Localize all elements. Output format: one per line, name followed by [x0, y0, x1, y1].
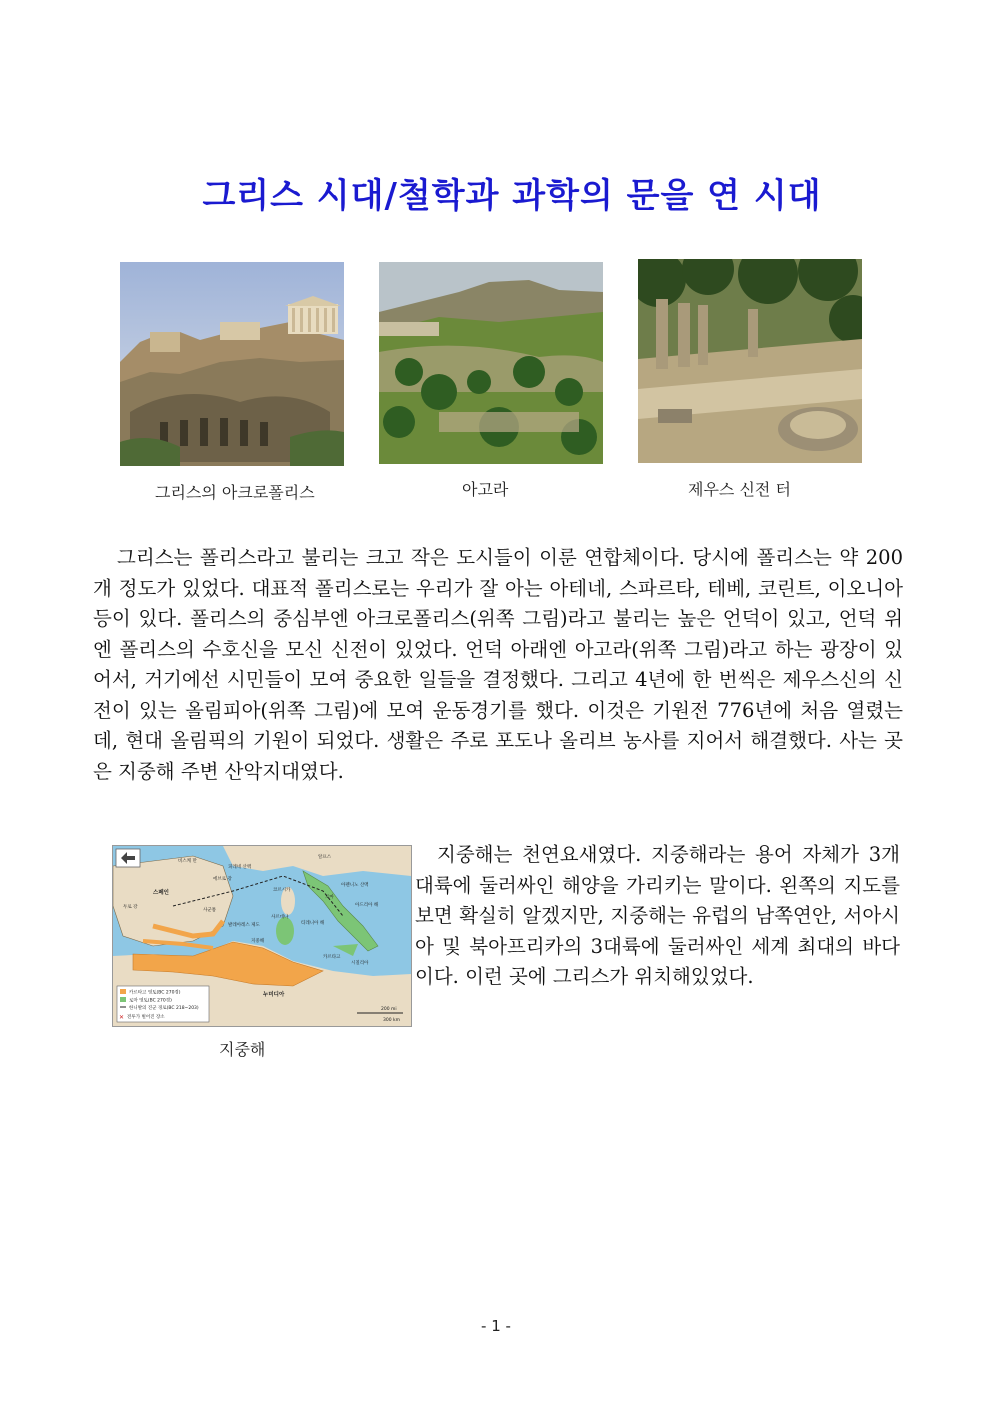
svg-text:✕: ✕ — [119, 1014, 125, 1021]
map-label: 피레네 산맥 — [228, 865, 252, 870]
map-legend-battle: 전투가 벌어진 장소 — [127, 1015, 165, 1020]
map-label: 지중해 — [251, 939, 265, 944]
map-label: 알프스 — [318, 855, 332, 860]
map-label: 코르시카 — [273, 888, 291, 893]
page-number: - 1 - — [481, 1317, 511, 1335]
map-label: 에브로 강 — [213, 877, 232, 882]
map-label: 발레아레스 제도 — [228, 923, 260, 928]
page-title: 그리스 시대/철학과 과학의 문을 연 시대 — [202, 176, 822, 216]
side-paragraph: 지중해는 천연요새였다. 지중해라는 용어 자체가 3개 대륙에 둘러싸인 해양을 가리키는 말이다. 왼쪽의 지도를 보면 확실히 알겠지만, 지중해는 유럽의 남쪽연안, 서아시아 및 북아프리카의 3대륙에 둘러싸인 세계 최대의 바다이다. 이런 곳에 그리스가 위치해있었다. — [415, 843, 900, 988]
acropolis-photo — [120, 262, 344, 466]
map-label: 시칠리아 — [351, 961, 369, 966]
map-scale-miles: 200 mi — [381, 1007, 397, 1012]
map-legend-rome: 로마 영토(BC 270경) — [129, 998, 172, 1004]
map-label: 누미디아 — [263, 992, 285, 998]
map-label: 티레니아 해 — [301, 921, 325, 926]
mediterranean-map — [112, 845, 412, 1027]
map-label: 스페인 — [153, 890, 169, 896]
photo-caption-acropolis: 그리스의 아크로폴리스 — [155, 483, 315, 502]
zeus-temple-photo — [638, 259, 862, 463]
map-scale-km: 300 km — [383, 1018, 401, 1023]
map-label: 사군툼 — [203, 908, 217, 913]
map-label: 아드리아 해 — [355, 903, 379, 908]
map-label: 사르데냐 — [271, 915, 289, 920]
map-legend-carthage: 카르타고 영토(BC 270경) — [129, 990, 181, 996]
map-label: 카르타고 — [323, 955, 341, 960]
map-label: 로마 — [325, 895, 334, 900]
agora-photo — [379, 262, 603, 464]
map-label: 아펜니노 산맥 — [341, 883, 369, 888]
map-label: 비스케 만 — [178, 859, 197, 864]
map-legend-hannibal-route: 한니발의 진군 경로(BC 218~203) — [129, 1006, 199, 1011]
map-label: 두로 강 — [123, 905, 138, 910]
map-caption: 지중해 — [219, 1040, 266, 1059]
main-paragraph: 그리스는 폴리스라고 불리는 크고 작은 도시들이 이룬 연합체이다. 당시에 폴리스는 약 200개 정도가 있었다. 대표적 폴리스로는 우리가 잘 아는 아테네, 스파르타, 테베, 코린트, 이오니아 등이 있다. 폴리스의 중심부엔 아크로폴리스(위쪽 그림)라고 불리는 높은 언덕이 있고, 언덕 위엔 폴리스의 수호신을 모신 신전이 있었다. 언덕 아래엔 아고라(위쪽 그림)라고 하는 광장이 있어서, 거기에선 시민들이 모여 중요한 일들을 결정했다. 그리고 4년에 한 번씩은 제우스신의 신전이 있는 올림피아(위쪽 그림)에 모여 운동경기를 했다. 이것은 기원전 776년에 처음 열렸는데, 현대 올림픽의 기원이 되었다. 생활은 주로 포도나 올리브 농사를 지어서 해결했다. 사는 곳은 지중해 주변 산악지대였다. — [93, 546, 903, 783]
photo-caption-agora: 아고라 — [462, 480, 509, 499]
photo-caption-zeus-temple: 제우스 신전 터 — [688, 480, 791, 499]
